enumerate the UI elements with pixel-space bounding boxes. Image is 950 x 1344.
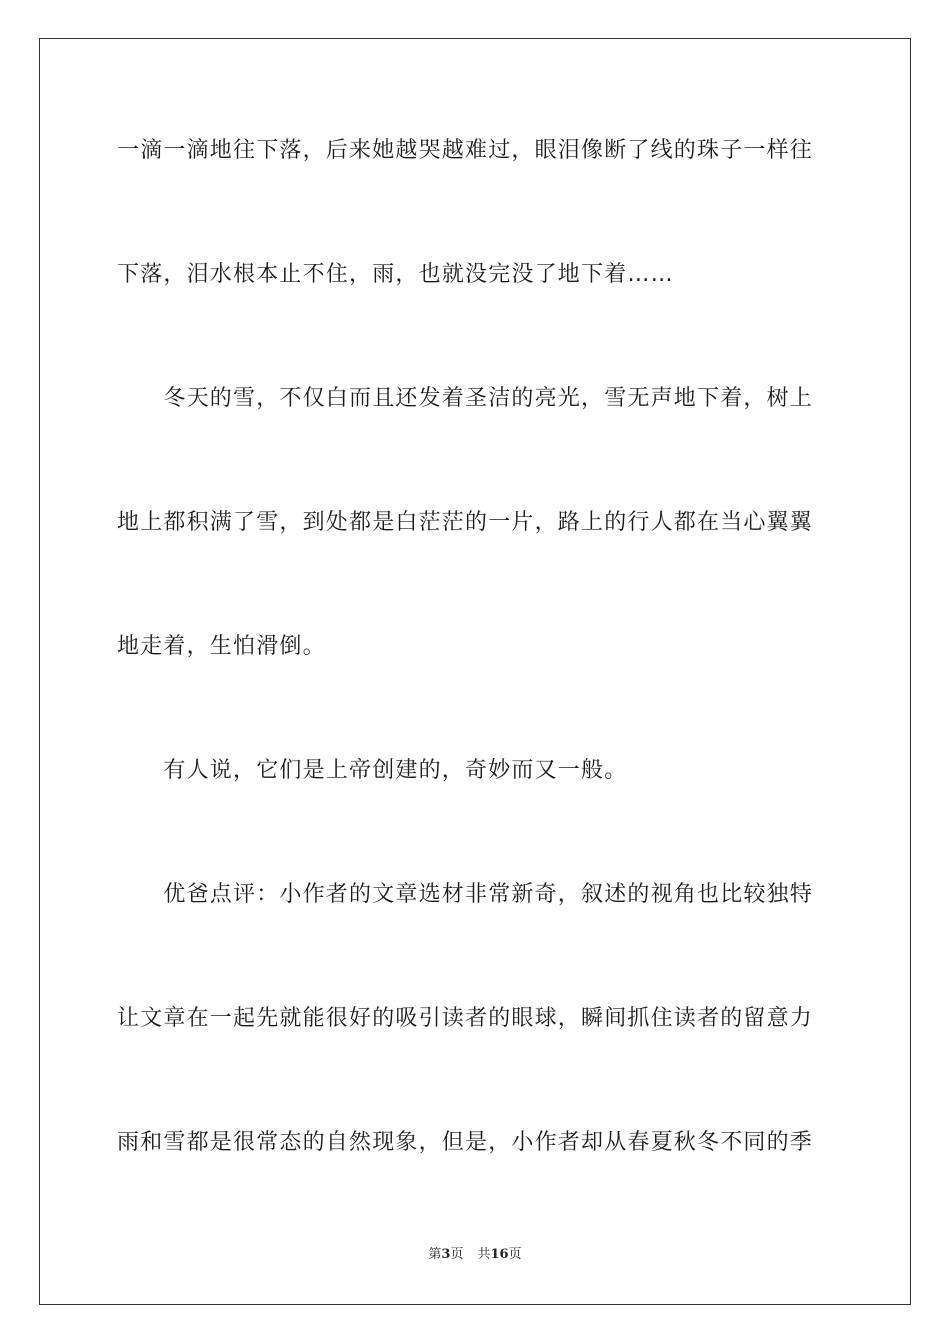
text-line-6: 有人说，它们是上帝创建的，奇妙而又一般。 [117, 758, 628, 783]
text-line-1: 一滴一滴地往下落，后来她越哭越难过，眼泪像断了线的珠子一样往 [117, 138, 814, 163]
text-line-4: 地上都积满了雪，到处都是白茫茫的一片，路上的行人都在当心翼翼 [117, 510, 814, 535]
text-line-7: 优爸点评：小作者的文章选材非常新奇，叙述的视角也比较独特 [117, 882, 814, 907]
page-number: 3 [441, 1247, 451, 1262]
page-prefix: 第 [428, 1247, 442, 1262]
page-border [39, 38, 911, 1305]
page-footer [0, 1243, 950, 1262]
total-prefix: 共 [477, 1247, 491, 1262]
total-pages: 16 [490, 1247, 509, 1262]
text-line-8: 让文章在一起先就能很好的吸引读者的眼球，瞬间抓住读者的留意力 [117, 1006, 814, 1031]
text-line-3: 冬天的雪，不仅白而且还发着圣洁的亮光，雪无声地下着，树上 [117, 386, 814, 411]
page-suffix: 页 [450, 1247, 464, 1262]
text-line-9: 雨和雪都是很常态的自然现象，但是，小作者却从春夏秋冬不同的季 [117, 1130, 814, 1155]
text-line-5: 地走着，生怕滑倒。 [117, 634, 326, 659]
text-line-2: 下落，泪水根本止不住，雨，也就没完没了地下着…… [117, 262, 674, 287]
total-suffix: 页 [508, 1247, 522, 1262]
